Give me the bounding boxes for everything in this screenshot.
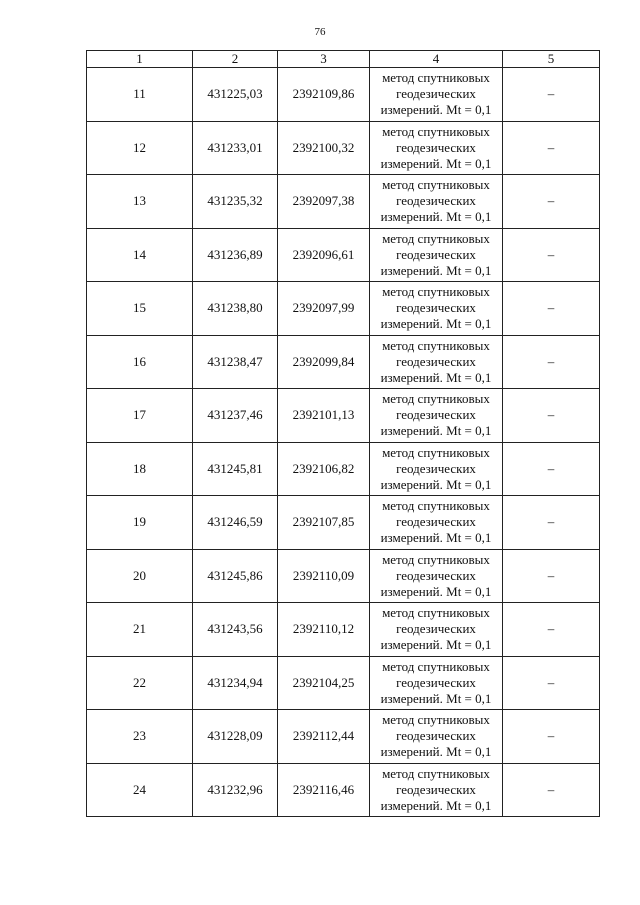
method-line-3: измерений. Mt = 0,1 [380,369,492,385]
header-col-3: 3 [278,51,370,68]
note-cell: – [503,335,600,389]
method-cell [370,282,503,336]
y-coordinate-cell: 2392112,44 [278,710,370,764]
method-cell [370,603,503,657]
table-row [87,442,600,496]
method-line-1: метод спутниковых [382,177,490,193]
y-coordinate-cell: 2392099,84 [278,335,370,389]
table-row [87,710,600,764]
method-line-2: геодезических [396,514,476,530]
method-line-1: метод спутниковых [382,658,490,674]
method-line-3: измерений. Mt = 0,1 [380,530,492,546]
method-line-1: метод спутниковых [382,284,490,300]
method-line-2: геодезических [396,567,476,583]
x-coordinate-cell: 431236,89 [193,228,278,282]
y-coordinate-cell: 2392107,85 [278,496,370,550]
note-cell: – [503,656,600,710]
note-cell: – [503,121,600,175]
method-line-3: измерений. Mt = 0,1 [380,744,492,760]
method-line-3: измерений. Mt = 0,1 [380,102,492,118]
y-coordinate-cell: 2392104,25 [278,656,370,710]
method-line-1: метод спутниковых [382,765,490,781]
method-line-1: метод спутниковых [382,230,490,246]
table-row [87,282,600,336]
method-line-3: измерений. Mt = 0,1 [380,476,492,492]
note-cell: – [503,603,600,657]
method-line-1: метод спутниковых [382,70,490,86]
method-line-3: измерений. Mt = 0,1 [380,637,492,653]
method-line-3: измерений. Mt = 0,1 [380,262,492,278]
method-line-2: геодезических [396,139,476,155]
table-row [87,175,600,229]
point-number-cell: 20 [87,549,193,603]
point-number-cell: 23 [87,710,193,764]
note-cell: – [503,389,600,443]
method-cell [370,389,503,443]
method-line-3: измерений. Mt = 0,1 [380,423,492,439]
table-row [87,68,600,122]
point-number-cell: 13 [87,175,193,229]
note-cell: – [503,228,600,282]
y-coordinate-cell: 2392100,32 [278,121,370,175]
point-number-cell: 15 [87,282,193,336]
method-line-1: метод спутниковых [382,391,490,407]
table-body [87,68,600,817]
method-line-1: метод спутниковых [382,337,490,353]
point-number-cell: 17 [87,389,193,443]
x-coordinate-cell: 431234,94 [193,656,278,710]
x-coordinate-cell: 431238,80 [193,282,278,336]
method-line-2: геодезических [396,674,476,690]
method-line-1: метод спутниковых [382,444,490,460]
y-coordinate-cell: 2392110,09 [278,549,370,603]
point-number-cell: 16 [87,335,193,389]
point-number-cell: 19 [87,496,193,550]
method-line-1: метод спутниковых [382,551,490,567]
method-line-1: метод спутниковых [382,498,490,514]
x-coordinate-cell: 431245,86 [193,549,278,603]
method-line-2: геодезических [396,300,476,316]
table-row [87,121,600,175]
method-cell [370,228,503,282]
method-line-1: метод спутниковых [382,712,490,728]
note-cell: – [503,763,600,817]
x-coordinate-cell: 431246,59 [193,496,278,550]
method-line-3: измерений. Mt = 0,1 [380,797,492,813]
method-line-2: геодезических [396,86,476,102]
method-cell [370,656,503,710]
y-coordinate-cell: 2392109,86 [278,68,370,122]
header-col-4: 4 [370,51,503,68]
note-cell: – [503,442,600,496]
y-coordinate-cell: 2392101,13 [278,389,370,443]
y-coordinate-cell: 2392097,99 [278,282,370,336]
method-cell [370,175,503,229]
y-coordinate-cell: 2392110,12 [278,603,370,657]
method-line-1: метод спутниковых [382,123,490,139]
method-cell [370,68,503,122]
method-line-3: измерений. Mt = 0,1 [380,583,492,599]
note-cell: – [503,68,600,122]
note-cell: – [503,549,600,603]
point-number-cell: 18 [87,442,193,496]
note-cell: – [503,282,600,336]
method-line-3: измерений. Mt = 0,1 [380,209,492,225]
note-cell: – [503,496,600,550]
point-number-cell: 21 [87,603,193,657]
x-coordinate-cell: 431237,46 [193,389,278,443]
x-coordinate-cell: 431235,32 [193,175,278,229]
table-row [87,496,600,550]
point-number-cell: 11 [87,68,193,122]
x-coordinate-cell: 431232,96 [193,763,278,817]
method-line-2: геодезических [396,460,476,476]
table-row [87,228,600,282]
table-row [87,389,600,443]
x-coordinate-cell: 431245,81 [193,442,278,496]
table-row [87,603,600,657]
method-cell [370,549,503,603]
table-header-row [87,51,600,68]
x-coordinate-cell: 431228,09 [193,710,278,764]
method-cell [370,335,503,389]
table-row [87,335,600,389]
point-number-cell: 14 [87,228,193,282]
table-row [87,656,600,710]
method-line-3: измерений. Mt = 0,1 [380,316,492,332]
header-col-5: 5 [503,51,600,68]
note-cell: – [503,175,600,229]
method-line-2: геодезических [396,728,476,744]
y-coordinate-cell: 2392106,82 [278,442,370,496]
method-line-2: геодезических [396,193,476,209]
x-coordinate-cell: 431238,47 [193,335,278,389]
method-line-2: геодезических [396,353,476,369]
header-col-1: 1 [87,51,193,68]
method-cell [370,710,503,764]
method-line-3: измерений. Mt = 0,1 [380,155,492,171]
coordinates-table [86,50,600,817]
method-line-2: геодезических [396,246,476,262]
method-line-3: измерений. Mt = 0,1 [380,690,492,706]
method-cell [370,121,503,175]
note-cell: – [503,710,600,764]
method-line-2: геодезических [396,621,476,637]
method-cell [370,442,503,496]
table-row [87,549,600,603]
method-cell [370,763,503,817]
page-number: 76 [314,26,326,38]
y-coordinate-cell: 2392097,38 [278,175,370,229]
x-coordinate-cell: 431233,01 [193,121,278,175]
x-coordinate-cell: 431243,56 [193,603,278,657]
y-coordinate-cell: 2392116,46 [278,763,370,817]
method-line-1: метод спутниковых [382,605,490,621]
table-row [87,763,600,817]
point-number-cell: 24 [87,763,193,817]
point-number-cell: 12 [87,121,193,175]
x-coordinate-cell: 431225,03 [193,68,278,122]
header-col-2: 2 [193,51,278,68]
y-coordinate-cell: 2392096,61 [278,228,370,282]
method-line-2: геодезических [396,407,476,423]
method-line-2: геодезических [396,781,476,797]
point-number-cell: 22 [87,656,193,710]
method-cell [370,496,503,550]
